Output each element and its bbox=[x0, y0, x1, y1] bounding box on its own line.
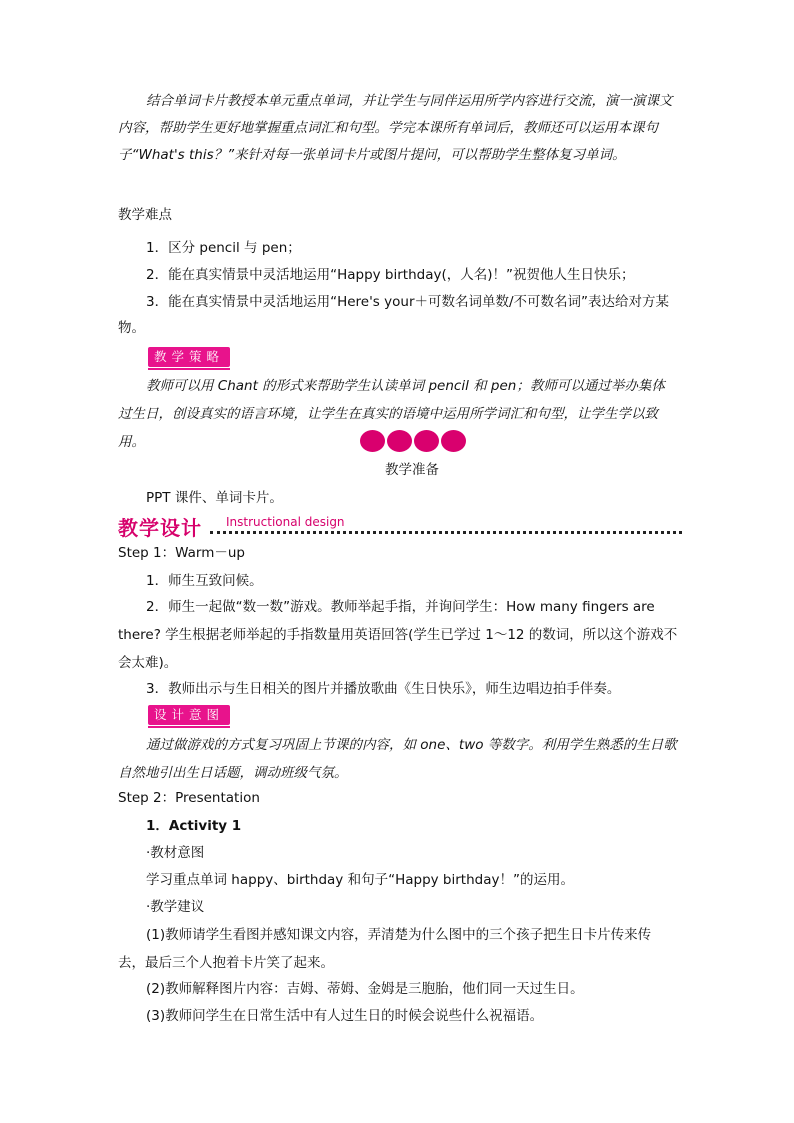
suggest-item-3: (3)教师问学生在日常生活中有人过生日的时候会说些什么祝福语。 bbox=[146, 1008, 544, 1024]
strategy-badge: 教学策略 bbox=[148, 347, 230, 367]
suggest-label: ·教学建议 bbox=[146, 899, 205, 915]
difficulty-item-2: 2．能在真实情景中灵活地运用“Happy birthday(，人名)！”祝贺他人生日快乐； bbox=[146, 267, 635, 283]
suggest-item-2: (2)教师解释图片内容：吉姆、蒂姆、金姆是三胞胎，他们同一天过生日。 bbox=[146, 981, 584, 997]
design-title-en: Instructional design bbox=[226, 515, 345, 529]
preparation-title: 教学准备 bbox=[385, 462, 439, 478]
dot-icon bbox=[387, 430, 412, 452]
suggest-item-1: (1)教师请学生看图并感知课文内容，弄清楚为什么图中的三个孩子把生日卡片传来传去，最后三个人抱着卡片笑了起来。 bbox=[118, 927, 652, 971]
intent-text: 通过做游戏的方式复习巩固上节课的内容，如 one、two 等数字。利用学生熟悉的生日歌自然地引出生日话题，调动班级气氛。 bbox=[118, 737, 677, 781]
material-text: 学习重点单词 happy、birthday 和句子“Happy birthday！”的运用。 bbox=[146, 872, 574, 888]
intent-badge: 设计意图 bbox=[148, 705, 230, 725]
design-heading bbox=[118, 512, 345, 541]
difficulty-item-3: 3．能在真实情景中灵活地运用“Here's your＋可数名词单数/不可数名词”表达给对方某物。 bbox=[118, 294, 670, 336]
dotted-divider bbox=[210, 531, 682, 534]
difficulty-title: 教学难点 bbox=[118, 207, 172, 223]
step1-item-3: 3．教师出示与生日相关的图片并播放歌曲《生日快乐》，师生边唱边拍手伴奏。 bbox=[146, 681, 621, 697]
step2-title: Step 2：Presentation bbox=[118, 790, 260, 806]
difficulty-item-1: 1．区分 pencil 与 pen； bbox=[146, 240, 301, 256]
dot-icon bbox=[441, 430, 466, 452]
step1-item-1: 1．师生互致问候。 bbox=[146, 573, 263, 589]
preparation-text: PPT 课件、单词卡片。 bbox=[146, 490, 283, 506]
step1-item-2: 2．师生一起做“数一数”游戏。教师举起手指，并询问学生：How many fingers are there? 学生根据老师举起的手指数量用英语回答(学生已学过 1～12 的数词，所以这个游戏不会太难)。 bbox=[118, 599, 678, 671]
apple-dots-decoration bbox=[360, 430, 470, 454]
dot-icon bbox=[414, 430, 439, 452]
material-label: ·教材意图 bbox=[146, 845, 205, 861]
intro-paragraph: 结合单词卡片教授本单元重点单词，并让学生与同伴运用所学内容进行交流，演一演课文内容，帮助学生更好地掌握重点词汇和句型。学完本课所有单词后，教师还可以运用本课句子“What's this？”来针对每一张单词卡片或图片提问，可以帮助学生整体复习单词。 bbox=[118, 93, 673, 163]
activity-title: 1．Activity 1 bbox=[146, 818, 242, 834]
dot-icon bbox=[360, 430, 385, 452]
design-title-cn: 教学设计 bbox=[118, 516, 202, 540]
strategy-text: 教师可以用 Chant 的形式来帮助学生认读单词 pencil 和 pen；教师可以通过举办集体过生日，创设真实的语言环境，让学生在真实的语境中运用所学词汇和句型，让学生学以致用。 bbox=[118, 378, 665, 450]
step1-title: Step 1：Warm－up bbox=[118, 545, 245, 561]
